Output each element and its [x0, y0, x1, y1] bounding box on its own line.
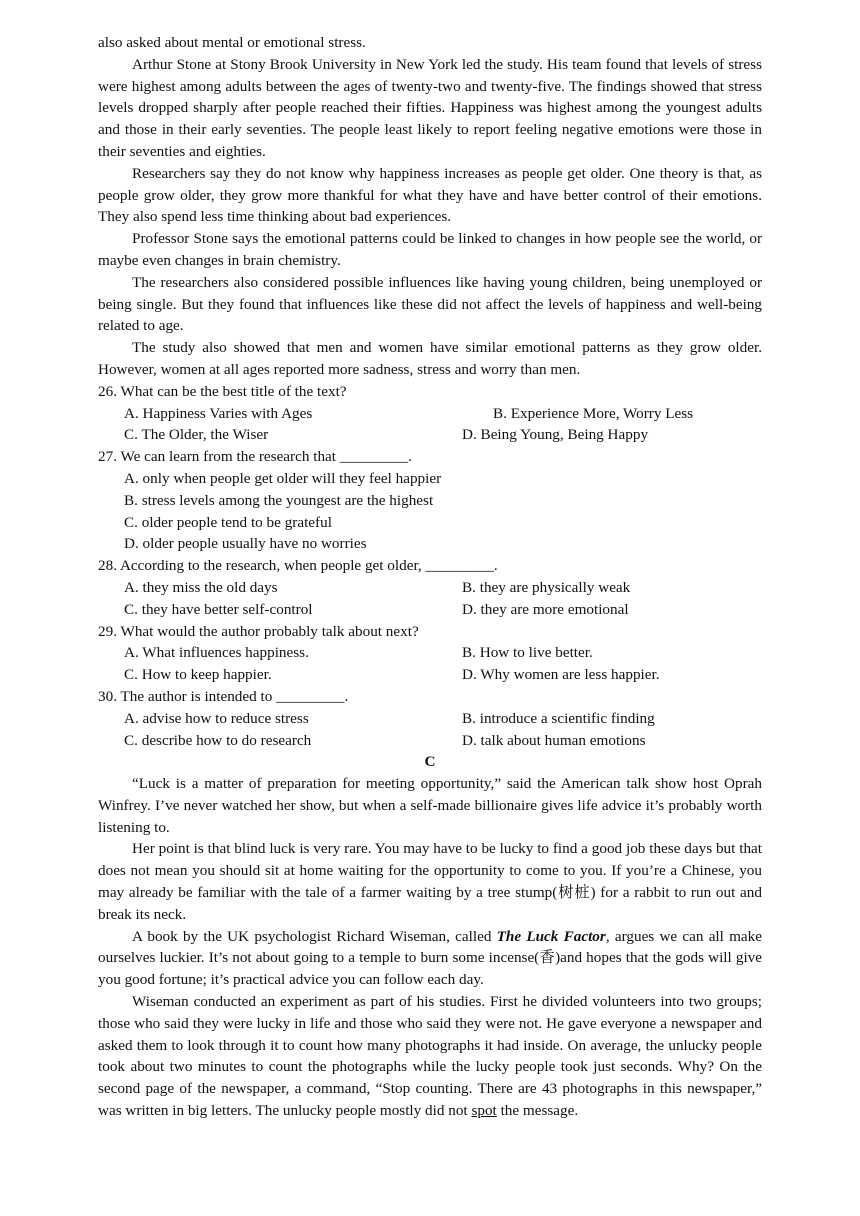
- question-stem: 29. What would the author probably talk about next?: [98, 622, 419, 640]
- option-c: C. older people tend to be grateful: [124, 513, 332, 531]
- underlined-word: spot: [471, 1102, 497, 1120]
- passage-b-paragraph: also asked about mental or emotional stress.: [98, 34, 366, 51]
- option-a: A. they miss the old days: [124, 578, 278, 596]
- passage-b-paragraph: The study also showed that men and women have similar emotional patterns as they grow older. However, women at all ages reported more sadness, stress and worry than men.: [98, 339, 762, 378]
- option-b: B. Experience More, Worry Less: [493, 404, 694, 422]
- question-stem: 28. According to the research, when people get older, _________.: [98, 557, 498, 575]
- question-29: [98, 621, 762, 686]
- option-b: B. stress levels among the youngest are the highest: [124, 491, 434, 509]
- option-b: B. introduce a scientific finding: [462, 709, 655, 727]
- option-a: A. only when people get older will they feel happier: [124, 469, 442, 487]
- paragraph-text: Wiseman conducted an experiment as part of his studies. First he divided volunteers into two groups; those who said they were lucky in life and those who said they were not. He gave everyone a newspaper and asked them to look through it to count how many photographs it had inside. On average, the unlucky people took about two minutes to count the photographs while the lucky people took just seconds. Why? On the second page of the newspaper, a command, “Stop counting. There are 43 photographs in this newspaper,” was written in big letters. The unlucky people mostly did not: [98, 993, 762, 1120]
- option-c: C. they have better self-control: [124, 600, 313, 618]
- question-30: [98, 686, 762, 751]
- question-27: [98, 446, 762, 555]
- question-stem: 30. The author is intended to _________.: [98, 687, 349, 705]
- question-options: [98, 708, 762, 752]
- option-c: C. How to keep happier.: [124, 666, 272, 684]
- option-d: D. older people usually have no worries: [124, 535, 367, 553]
- question-options: [98, 577, 762, 621]
- document-page: [98, 32, 762, 1122]
- question-options: [98, 642, 762, 686]
- option-a: A. advise how to reduce stress: [124, 709, 309, 727]
- question-options: [98, 403, 762, 447]
- passage-b-paragraph: Arthur Stone at Stony Brook University in New York led the study. His team found that levels of stress were highest among adults between the ages of twenty-two and twenty-five. The findings showed that stress levels dropped sharply after people reached their fifties. Happiness was highest among the youngest adults and those in their early seventies. The people least likely to report feeling negative emotions were those in their seventies and eighties.: [98, 55, 762, 160]
- paragraph-text: A book by the UK psychologist Richard Wiseman, called: [132, 927, 497, 945]
- option-a: A. Happiness Varies with Ages: [124, 404, 313, 422]
- question-stem: 26. What can be the best title of the text?: [98, 382, 347, 400]
- paragraph-text: , argues we can all make ourselves luckier. It’s not about going to a temple to burn some incense(香)and hopes that the gods will give you good fortune; it’s practical advice you can follow each day.: [98, 927, 762, 989]
- passage-c-paragraph: [98, 991, 762, 1122]
- passage-c-paragraph: “Luck is a matter of preparation for meeting opportunity,” said the American talk show host Oprah Winfrey. I’ve never watched her show, but when a self-made billionaire gives life advice it’s probably worth listening to.: [98, 775, 762, 836]
- passage-b-paragraph: Professor Stone says the emotional patterns could be linked to changes in how people see the world, or maybe even changes in brain chemistry.: [98, 230, 762, 269]
- question-stem: 27. We can learn from the research that _________.: [98, 448, 412, 466]
- question-26: [98, 381, 762, 446]
- passage-b-paragraph: The researchers also considered possible influences like having young children, being unemployed or being single. But they found that influences like these did not affect the levels of happiness and well-being related to age.: [98, 273, 762, 335]
- option-d: D. Being Young, Being Happy: [462, 426, 649, 444]
- option-d: D. Why women are less happier.: [462, 666, 660, 684]
- passage-b-paragraph: Researchers say they do not know why happiness increases as people get older. One theory is that, as people grow older, they grow more thankful for what they have and have better control of their emotions. They also spend less time thinking about bad experiences.: [98, 164, 762, 226]
- question-28: [98, 555, 762, 620]
- option-d: D. they are more emotional: [462, 600, 629, 618]
- passage-c-paragraph: Her point is that blind luck is very rare. You may have to be lucky to find a good job these days but that does not mean you should sit at home waiting for the opportunity to come to you. If you’re a Chinese, you may already be familiar with the tale of a farmer waiting by a tree stump(树桩) for a rabbit to run out and break its neck.: [98, 840, 762, 923]
- paragraph-text: the message.: [496, 1102, 579, 1120]
- book-title: The Luck Factor: [496, 927, 606, 945]
- option-a: A. What influences happiness.: [124, 644, 309, 662]
- option-c: C. describe how to do research: [124, 731, 312, 749]
- section-heading: C: [424, 753, 436, 771]
- option-b: B. they are physically weak: [462, 578, 631, 596]
- option-c: C. The Older, the Wiser: [124, 426, 269, 444]
- passage-c-paragraph: [98, 926, 762, 991]
- option-d: D. talk about human emotions: [462, 731, 646, 749]
- option-b: B. How to live better.: [462, 644, 593, 662]
